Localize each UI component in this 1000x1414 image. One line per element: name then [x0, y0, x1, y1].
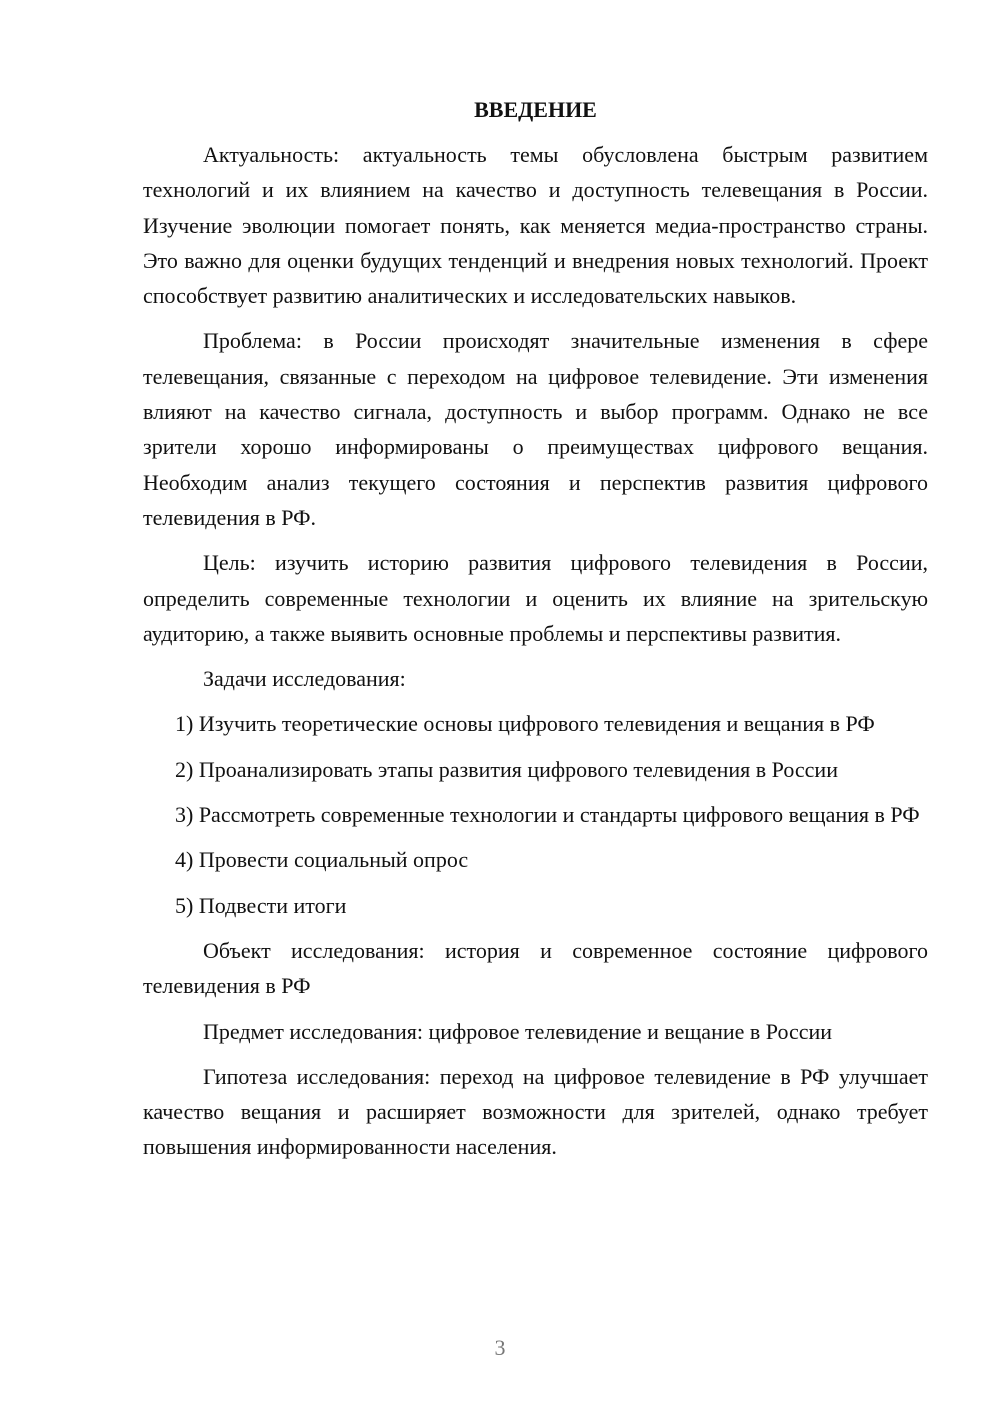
tasks-heading: Задачи исследования:: [203, 666, 406, 692]
paragraph-relevance: Актуальность: актуальность темы обусловлена быстрым развитием технологий и их влиянием на качество и доступность телевещания в России. Изучение эволюции помогает понять, как меняется медиа-пространство страны. Это важно для оценки будущих тенденций и внедрения новых технологий. Проект способствует развитию аналитических и исследовательских навыков.: [143, 142, 928, 309]
list-item: 1) Изучить теоретические основы цифрового телевидения и вещания в РФ: [175, 711, 875, 737]
list-item: 4) Провести социальный опрос: [175, 847, 469, 873]
list-item: 3) Рассмотреть современные технологии и стандарты цифрового вещания в РФ: [175, 802, 920, 828]
tasks-list: [143, 706, 928, 922]
page-number: 3: [494, 1335, 506, 1360]
paragraph-object: Объект исследования: история и современное состояние цифрового телевидения в РФ: [143, 937, 928, 999]
paragraph-goal: Цель: изучить историю развития цифрового телевидения в России, определить современные технологии и оценить их влияние на зрительскую аудиторию, а также выявить основные проблемы и перспективы развития.: [143, 550, 928, 646]
paragraph-problem: Проблема: в России происходят значительные изменения в сфере телевещания, связанные с переходом на цифровое телевидение. Эти изменения влияют на качество сигнала, доступность и выбор программ. Однако не все зрители хорошо информированы о преимуществах цифрового вещания. Необходим анализ текущего состояния и перспектив развития цифрового телевидения в РФ.: [143, 328, 928, 530]
paragraph-hypothesis: Гипотеза исследования: переход на цифровое телевидение в РФ улучшает качество вещания и расширяет возможности для зрителей, однако требует повышения информированности населения.: [143, 1063, 928, 1160]
page-content: [143, 95, 928, 1175]
page-title: ВВЕДЕНИЕ: [474, 97, 597, 122]
list-item: 2) Проанализировать этапы развития цифрового телевидения в России: [175, 756, 838, 782]
list-item: 5) Подвести итоги: [175, 892, 347, 918]
paragraph-subject: Предмет исследования: цифровое телевидение и вещание в России: [203, 1018, 833, 1044]
